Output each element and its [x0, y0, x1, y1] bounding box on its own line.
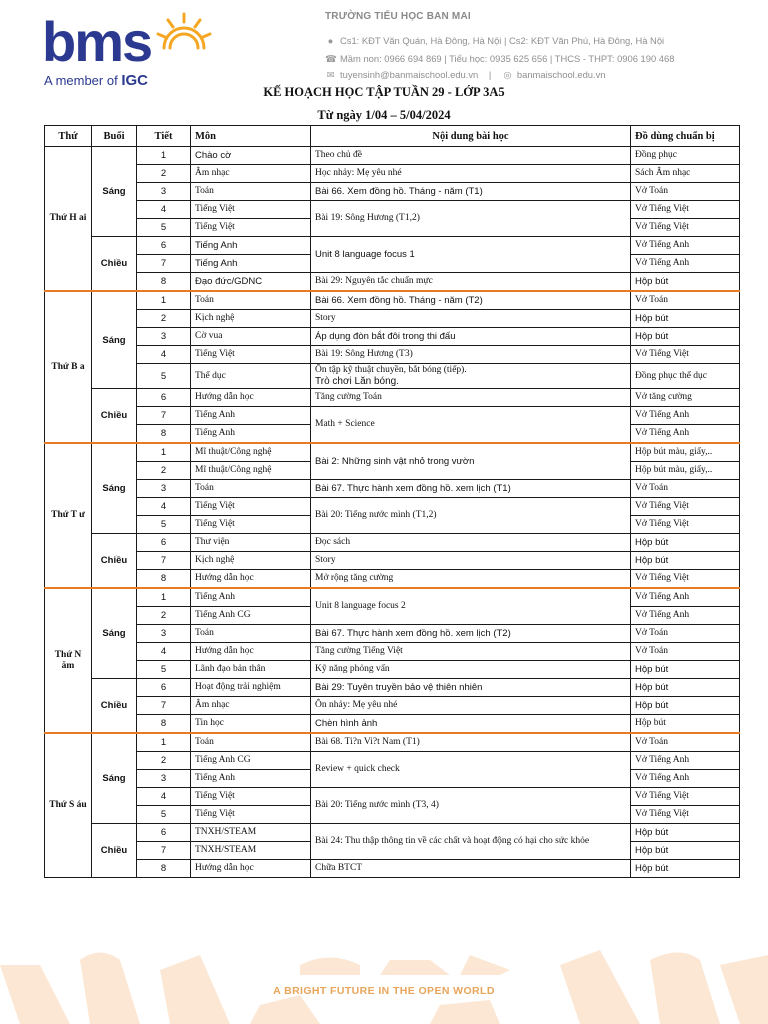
tools-cell: Vở Tiếng Việt: [631, 201, 740, 219]
content-cell: Tăng cường Toán: [311, 389, 631, 407]
tools-cell: Vở Toán: [631, 643, 740, 661]
subject-cell: Mĩ thuật/Công nghệ: [191, 462, 311, 480]
table-row: [45, 480, 740, 498]
tools-cell: Vở Tiếng Việt: [631, 498, 740, 516]
tools-cell: Vở Tiếng Việt: [631, 788, 740, 806]
content-cell: Bài 66. Xem đồng hồ. Tháng - năm (T2): [311, 291, 631, 310]
table-row: [45, 237, 740, 255]
subject-cell: Toán: [191, 480, 311, 498]
period-cell: 7: [137, 842, 191, 860]
school-name: TRƯỜNG TIỂU HỌC BAN MAI: [325, 11, 471, 22]
location-icon: ●: [327, 35, 334, 46]
period-cell: 4: [137, 788, 191, 806]
address-text: Cs1: KĐT Văn Quán, Hà Đông, Hà Nội | Cs2: KĐT Văn Phú, Hà Đông, Hà Nội: [340, 35, 665, 46]
content-cell: Chèn hình ảnh: [311, 715, 631, 734]
content-line: Trò chơi Lăn bóng.: [315, 376, 400, 387]
sun-icon: [154, 8, 214, 68]
table-row: [45, 643, 740, 661]
period-cell: 6: [137, 237, 191, 255]
tools-cell: Hộp bút: [631, 860, 740, 878]
subject-cell: Toán: [191, 291, 311, 310]
session-cell: Sáng: [92, 588, 137, 679]
period-cell: 8: [137, 715, 191, 734]
period-cell: 8: [137, 425, 191, 444]
subject-cell: Thư viện: [191, 534, 311, 552]
table-row: [45, 291, 740, 310]
period-cell: 8: [137, 860, 191, 878]
tools-cell: Vở Tiếng Anh: [631, 237, 740, 255]
tools-cell: Hộp bút: [631, 273, 740, 292]
content-cell: Story: [311, 310, 631, 328]
period-cell: 7: [137, 255, 191, 273]
table-row: [45, 625, 740, 643]
igc-brand: IGC: [121, 72, 148, 89]
table-header-row: [45, 126, 740, 147]
tools-cell: Hộp bút: [631, 842, 740, 860]
tools-cell: Vở Tiếng Anh: [631, 407, 740, 425]
day-cell: Thứ B a: [45, 291, 92, 443]
bms-logo: [42, 8, 212, 88]
period-cell: 1: [137, 291, 191, 310]
page-title: KẾ HOẠCH HỌC TẬP TUẦN 29 - LỚP 3A5: [263, 85, 505, 99]
table-row: [45, 661, 740, 679]
content-cell: Kỹ năng phỏng vấn: [311, 661, 631, 679]
subject-cell: TNXH/STEAM: [191, 842, 311, 860]
subject-cell: Tin học: [191, 715, 311, 734]
content-cell: Bài 67. Thực hành xem đồng hồ. xem lịch (T2): [311, 625, 631, 643]
subject-cell: TNXH/STEAM: [191, 824, 311, 842]
day-cell: Thứ S áu: [45, 733, 92, 878]
tools-cell: Hộp bút màu, giấy,..: [631, 443, 740, 462]
period-cell: 1: [137, 443, 191, 462]
session-cell: Sáng: [92, 291, 137, 389]
table-row: [45, 824, 740, 842]
subject-cell: Tiếng Anh: [191, 255, 311, 273]
period-cell: 4: [137, 346, 191, 364]
tools-cell: Vở Tiếng Anh: [631, 752, 740, 770]
period-cell: 8: [137, 570, 191, 589]
content-cell: Unit 8 language focus 2: [311, 588, 631, 625]
content-cell: Bài 19: Sông Hương (T1,2): [311, 201, 631, 237]
tools-cell: Hộp bút màu, giấy,..: [631, 462, 740, 480]
period-cell: 3: [137, 480, 191, 498]
table-row: [45, 364, 740, 389]
col-header-subject: Môn: [191, 126, 311, 147]
period-cell: 7: [137, 697, 191, 715]
tools-cell: Vở Tiếng Anh: [631, 425, 740, 444]
day-cell: Thứ N ăm: [45, 588, 92, 733]
period-cell: 4: [137, 201, 191, 219]
tools-cell: Hộp bút: [631, 534, 740, 552]
subject-cell: Hoạt động trải nghiệm: [191, 679, 311, 697]
email-link[interactable]: tuyensinh@banmaischool.edu.vn: [340, 69, 479, 80]
content-cell: Học nhảy: Mẹ yêu nhé: [311, 165, 631, 183]
tools-cell: Vở tăng cường: [631, 389, 740, 407]
subject-cell: Lãnh đạo bản thân: [191, 661, 311, 679]
period-cell: 3: [137, 625, 191, 643]
subject-cell: Kịch nghệ: [191, 552, 311, 570]
period-cell: 6: [137, 679, 191, 697]
content-cell: Review + quick check: [311, 752, 631, 788]
tools-cell: Hộp bút: [631, 824, 740, 842]
subject-cell: Tiếng Việt: [191, 516, 311, 534]
table-row: [45, 273, 740, 292]
subject-cell: Âm nhạc: [191, 697, 311, 715]
subject-cell: Tiếng Anh: [191, 425, 311, 444]
tools-cell: Hộp bút: [631, 715, 740, 734]
period-cell: 6: [137, 389, 191, 407]
session-cell: Sáng: [92, 443, 137, 534]
content-cell: Story: [311, 552, 631, 570]
content-cell: [311, 364, 631, 389]
tools-cell: Vở Tiếng Việt: [631, 219, 740, 237]
subject-cell: Tiếng Anh: [191, 588, 311, 607]
col-header-day: Thứ: [45, 126, 92, 147]
tools-cell: Vở Tiếng Việt: [631, 346, 740, 364]
table-row: [45, 328, 740, 346]
content-cell: Ôn nhảy: Mẹ yêu nhé: [311, 697, 631, 715]
tools-cell: Vở Tiếng Anh: [631, 607, 740, 625]
period-cell: 5: [137, 516, 191, 534]
period-cell: 2: [137, 752, 191, 770]
table-row: [45, 443, 740, 462]
period-cell: 1: [137, 147, 191, 165]
content-line: Ôn tập kỹ thuật chuyền, bắt bóng (tiếp).: [315, 365, 467, 375]
schedule-table: [44, 125, 740, 878]
col-header-tools: Đồ dùng chuẩn bị: [631, 126, 740, 147]
period-cell: 7: [137, 552, 191, 570]
subject-cell: Tiếng Anh: [191, 237, 311, 255]
tools-cell: Vở Toán: [631, 733, 740, 752]
globe-icon: ◎: [503, 69, 512, 80]
subject-cell: Tiếng Việt: [191, 806, 311, 824]
session-cell: Chiều: [92, 679, 137, 734]
email-icon: ✉: [326, 69, 335, 80]
subject-cell: Chào cờ: [191, 147, 311, 165]
table-row: [45, 788, 740, 806]
subject-cell: Tiếng Việt: [191, 346, 311, 364]
table-row: [45, 407, 740, 425]
content-cell: Bài 20: Tiếng nước mình (T3, 4): [311, 788, 631, 824]
content-cell: Bài 19: Sông Hương (T3): [311, 346, 631, 364]
content-cell: Unit 8 language focus 1: [311, 237, 631, 273]
content-cell: Math + Science: [311, 407, 631, 444]
table-row: [45, 310, 740, 328]
period-cell: 2: [137, 607, 191, 625]
phone-text: Mầm non: 0966 694 869 | Tiểu học: 0935 625 656 | THCS - THPT: 0906 190 468: [340, 53, 675, 64]
col-header-period: Tiết: [137, 126, 191, 147]
period-cell: 5: [137, 364, 191, 389]
period-cell: 4: [137, 643, 191, 661]
period-cell: 2: [137, 165, 191, 183]
table-row: [45, 389, 740, 407]
session-cell: Chiều: [92, 824, 137, 878]
member-prefix: A member of: [44, 73, 118, 88]
period-cell: 6: [137, 534, 191, 552]
subject-cell: Tiếng Việt: [191, 788, 311, 806]
phone-icon: ☎: [325, 53, 337, 64]
subject-cell: Mĩ thuật/Công nghệ: [191, 443, 311, 462]
period-cell: 2: [137, 462, 191, 480]
content-cell: Tăng cường Tiếng Việt: [311, 643, 631, 661]
subject-cell: Đạo đức/GDNC: [191, 273, 311, 292]
tools-cell: Hộp bút: [631, 328, 740, 346]
subject-cell: Toán: [191, 625, 311, 643]
tools-cell: Đồng phục thể dục: [631, 364, 740, 389]
col-header-content: Nội dung bài học: [311, 126, 631, 147]
logo-wordmark: bms: [42, 10, 152, 73]
content-cell: Bài 29: Tuyên truyền bảo vệ thiên nhiên: [311, 679, 631, 697]
table-row: [45, 860, 740, 878]
table-row: [45, 534, 740, 552]
content-cell: Chữa BTCT: [311, 860, 631, 878]
content-cell: Bài 67. Thực hành xem đồng hồ. xem lịch (T1): [311, 480, 631, 498]
tools-cell: Đồng phục: [631, 147, 740, 165]
table-row: [45, 733, 740, 752]
website-link[interactable]: banmaischool.edu.vn: [516, 69, 606, 80]
footer-decoration: [0, 935, 768, 1024]
subject-cell: Hướng dẫn học: [191, 389, 311, 407]
subject-cell: Toán: [191, 183, 311, 201]
table-row: [45, 552, 740, 570]
session-cell: Chiều: [92, 534, 137, 589]
phone-line: [325, 53, 674, 65]
subject-cell: Toán: [191, 733, 311, 752]
tools-cell: Hộp bút: [631, 679, 740, 697]
period-cell: 6: [137, 824, 191, 842]
table-row: [45, 183, 740, 201]
period-cell: 3: [137, 328, 191, 346]
col-header-session: Buổi: [92, 126, 137, 147]
period-cell: 1: [137, 588, 191, 607]
session-cell: Chiều: [92, 237, 137, 292]
tools-cell: Sách Âm nhạc: [631, 165, 740, 183]
tools-cell: Vở Tiếng Việt: [631, 806, 740, 824]
tools-cell: Vở Tiếng Việt: [631, 570, 740, 589]
content-cell: Áp dụng đòn bắt đôi trong thi đấu: [311, 328, 631, 346]
period-cell: 5: [137, 661, 191, 679]
tools-cell: Vở Toán: [631, 291, 740, 310]
subject-cell: Tiếng Việt: [191, 201, 311, 219]
period-cell: 5: [137, 806, 191, 824]
tools-cell: Vở Tiếng Anh: [631, 770, 740, 788]
content-cell: Bài 2: Những sinh vật nhỏ trong vườn: [311, 443, 631, 480]
table-row: [45, 498, 740, 516]
session-cell: Sáng: [92, 147, 137, 237]
day-cell: Thứ T ư: [45, 443, 92, 588]
period-cell: 7: [137, 407, 191, 425]
table-row: [45, 715, 740, 734]
subject-cell: Kịch nghệ: [191, 310, 311, 328]
tools-cell: Vở Toán: [631, 480, 740, 498]
tools-cell: Vở Toán: [631, 625, 740, 643]
footer-slogan: A BRIGHT FUTURE IN THE OPEN WORLD: [273, 985, 495, 997]
period-cell: 5: [137, 219, 191, 237]
subject-cell: Thể dục: [191, 364, 311, 389]
content-cell: Bài 29: Nguyên tắc chuẩn mực: [311, 273, 631, 292]
table-row: [45, 201, 740, 219]
period-cell: 4: [137, 498, 191, 516]
tools-cell: Vở Toán: [631, 183, 740, 201]
subject-cell: Âm nhạc: [191, 165, 311, 183]
content-cell: Bài 24: Thu thập thông tin về các chất và hoạt động có hại cho sức khỏe: [311, 824, 631, 860]
table-row: [45, 346, 740, 364]
table-row: [45, 679, 740, 697]
content-cell: Bài 68. Ti?n Vi?t Nam (T1): [311, 733, 631, 752]
tools-cell: Hộp bút: [631, 697, 740, 715]
table-row: [45, 588, 740, 607]
content-cell: Bài 20: Tiếng nước mình (T1,2): [311, 498, 631, 534]
session-cell: Chiều: [92, 389, 137, 444]
table-row: [45, 165, 740, 183]
tools-cell: Vở Tiếng Anh: [631, 588, 740, 607]
date-range: Từ ngày 1/04 – 5/04/2024: [317, 108, 451, 122]
table-row: [45, 147, 740, 165]
session-cell: Sáng: [92, 733, 137, 824]
subject-cell: Hướng dẫn học: [191, 570, 311, 589]
content-cell: Bài 66. Xem đồng hồ. Tháng - năm (T1): [311, 183, 631, 201]
subject-cell: Tiếng Việt: [191, 498, 311, 516]
tools-cell: Hộp bút: [631, 310, 740, 328]
content-cell: Đọc sách: [311, 534, 631, 552]
subject-cell: Tiếng Anh CG: [191, 607, 311, 625]
table-row: [45, 697, 740, 715]
subject-cell: Tiếng Việt: [191, 219, 311, 237]
subject-cell: Hướng dẫn học: [191, 643, 311, 661]
address-line: [325, 35, 664, 46]
table-row: [45, 752, 740, 770]
tools-cell: Vở Tiếng Anh: [631, 255, 740, 273]
period-cell: 3: [137, 183, 191, 201]
day-cell: Thứ H ai: [45, 147, 92, 292]
web-line: ✉ tuyensinh@banmaischool.edu.vn | ◎ banmaischool.edu.vn: [326, 69, 606, 80]
subject-cell: Hướng dẫn học: [191, 860, 311, 878]
period-cell: 2: [137, 310, 191, 328]
period-cell: 8: [137, 273, 191, 292]
tools-cell: Vở Tiếng Việt: [631, 516, 740, 534]
period-cell: 1: [137, 733, 191, 752]
content-cell: Theo chủ đề: [311, 147, 631, 165]
period-cell: 3: [137, 770, 191, 788]
tools-cell: Hộp bút: [631, 552, 740, 570]
table-row: [45, 570, 740, 589]
subject-cell: Tiếng Anh: [191, 770, 311, 788]
tools-cell: Hộp bút: [631, 661, 740, 679]
content-cell: Mở rộng tăng cường: [311, 570, 631, 589]
subject-cell: Tiếng Anh CG: [191, 752, 311, 770]
subject-cell: Tiếng Anh: [191, 407, 311, 425]
subject-cell: Cờ vua: [191, 328, 311, 346]
